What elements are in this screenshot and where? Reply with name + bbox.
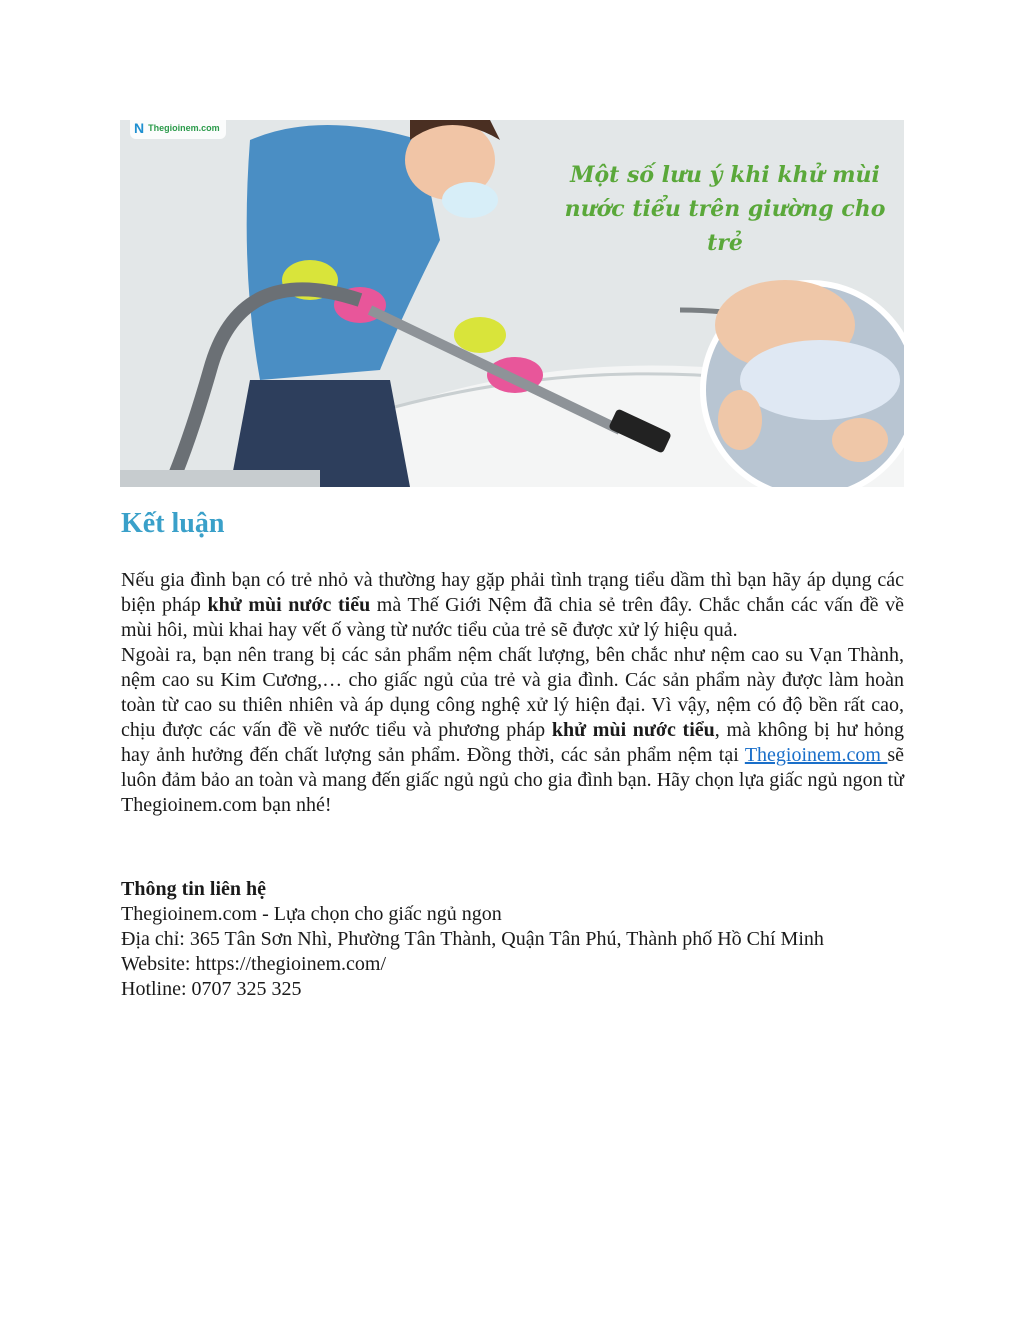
paragraph-1-bold: khử mùi nước tiểu: [207, 594, 371, 616]
body-text: [121, 568, 904, 818]
paragraph-1: [121, 568, 904, 643]
paragraph-2-bold: khử mùi nước tiểu: [551, 719, 715, 741]
paragraph-2-text-3: sẽ luôn đảm bảo an toàn và mang đến giấc ngủ ngủ cho gia đình bạn. Hãy chọn lựa giấc ngủ ngon từ Thegioinem.com bạn nhé!: [121, 744, 905, 816]
paragraph-1-text-1: Nếu gia đình bạn có trẻ nhỏ và thường hay gặp phải tình trạng tiểu dầm thì bạn hãy áp dụng các biện pháp: [121, 569, 904, 616]
hero-caption-line-2: nước tiểu trên giường cho trẻ: [564, 196, 886, 256]
hero-caption: [560, 158, 890, 260]
logo-text: Thegioinem.com: [148, 123, 220, 133]
paragraph-2-text-1: Ngoài ra, bạn nên trang bị các sản phẩm nệm chất lượng, bên chắc như nệm cao su Vạn Thành, nệm cao su Kim Cương,… cho giấc ngủ của trẻ và gia đình. Các sản phẩm này được làm hoàn toàn từ cao su thiên nhiên và áp dụng công nghệ xử lý hiện đại. Vì vậy, nệm có độ bền rất cao, chịu được các vấn đề về nước tiểu và phương pháp: [121, 644, 904, 741]
paragraph-2-text-2: , mà không bị hư hỏng hay ảnh hưởng đến chất lượng sản phẩm. Đồng thời, các sản phẩm nệm tại: [121, 719, 904, 766]
contact-line-slogan: Thegioinem.com - Lựa chọn cho giấc ngủ ngon: [121, 903, 502, 925]
contact-line-address: Địa chỉ: 365 Tân Sơn Nhì, Phường Tân Thành, Quận Tân Phú, Thành phố Hồ Chí Minh: [121, 928, 824, 950]
hero-image: [120, 120, 904, 487]
section-title: Kết luận: [121, 508, 225, 539]
thegioinem-link[interactable]: Thegioinem.com: [744, 744, 888, 766]
paragraph-2: [121, 643, 904, 818]
paragraph-1-text-2: mà Thế Giới Nệm đã chia sẻ trên đây. Chắc chắn các vấn đề về mùi hôi, mùi khai hay vết ố vàng từ nước tiểu của trẻ sẽ được xử lý hiệu quả.: [121, 594, 904, 641]
contact-info: [121, 877, 904, 1002]
contact-title: Thông tin liên hệ: [121, 878, 267, 900]
contact-line-website: Website: https://thegioinem.com/: [121, 953, 387, 975]
logo-mark: N: [134, 120, 145, 136]
hero-caption-line-1: Một số lưu ý khi khử mùi: [570, 162, 880, 188]
contact-line-hotline: Hotline: 0707 325 325: [121, 978, 302, 1000]
logo: [130, 120, 226, 139]
